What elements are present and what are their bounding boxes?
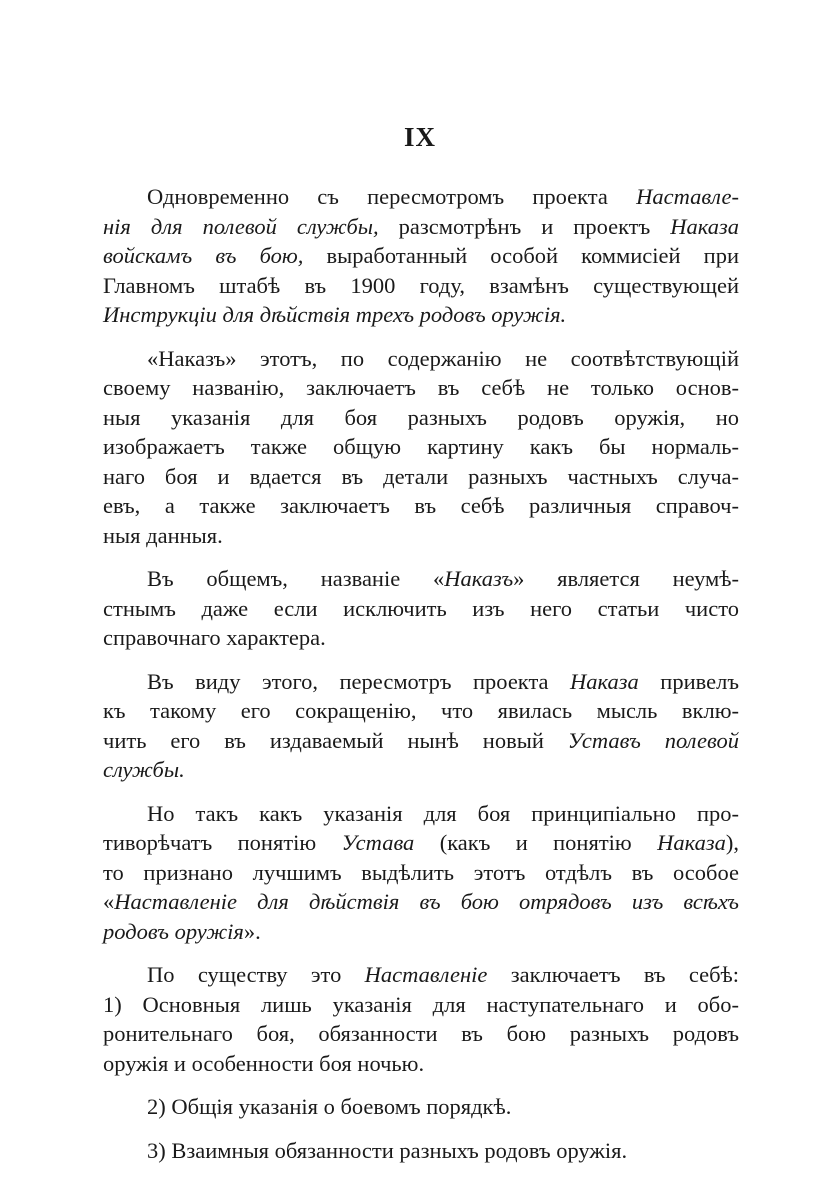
text-line <box>103 594 739 624</box>
text-span: ныя данныя. <box>103 522 223 548</box>
text-line <box>103 990 739 1020</box>
text-line <box>103 344 739 374</box>
text-line <box>103 403 739 433</box>
text-line <box>103 1019 739 1049</box>
text-span: то признано лучшимъ выдѣлить этотъ отдѣлъ въ особое <box>103 859 739 885</box>
text-line <box>103 726 739 756</box>
italic-text: Наставленіе <box>364 962 488 987</box>
text-line <box>103 491 739 521</box>
text-span: Но такъ какъ указанія для боя принципіально про- <box>147 800 739 826</box>
text-span: 1) Основныя лишь указанія для наступательнаго и обо- <box>103 991 739 1017</box>
italic-text: Наставленіе для дѣйствія въ бою отрядовъ изъ всѣхъ <box>114 889 739 914</box>
text-line <box>103 696 739 726</box>
paragraph <box>103 1136 739 1166</box>
text-span: » является неумѣ- <box>513 566 739 591</box>
text-span: привелъ <box>638 668 739 694</box>
text-span: Въ общемъ, названіе « <box>147 566 445 591</box>
paragraph <box>103 799 739 947</box>
text-span: (какъ и понятію <box>414 830 658 855</box>
text-span: ), <box>725 830 739 855</box>
text-span: наго боя и вдается въ детали разныхъ частныхъ случа- <box>103 463 739 489</box>
text-span: По существу это <box>147 962 365 987</box>
paragraph <box>103 960 739 1078</box>
text-span: своему названію, заключаетъ въ себѣ не только основ- <box>103 375 739 400</box>
text-line <box>103 887 739 917</box>
text-line <box>103 1049 739 1079</box>
text-span: Въ виду этого, пересмотръ проекта <box>147 668 571 694</box>
italic-text: нія для полевой службы, <box>103 213 379 239</box>
paragraph <box>103 182 739 330</box>
text-span: чить его въ издаваемый нынѣ новый <box>103 727 568 753</box>
text-span: «Наказъ» этотъ, по содержанію не соотвѣтствующій <box>147 345 739 371</box>
text-line <box>103 271 739 301</box>
text-span: « <box>103 889 115 914</box>
text-span: выработанный особой коммисіей при <box>303 243 739 268</box>
paragraph <box>103 667 739 785</box>
text-line <box>103 373 739 403</box>
text-span: изображаетъ также общую картину какъ бы нормаль- <box>103 434 739 459</box>
italic-text: Наказа <box>657 830 726 855</box>
text-span: тиворѣчатъ понятію <box>103 830 342 855</box>
text-line <box>103 241 739 271</box>
paragraph <box>103 564 739 653</box>
text-line <box>103 623 739 653</box>
text-line <box>103 1136 739 1166</box>
italic-text: Наставле- <box>636 184 739 209</box>
text-line <box>103 564 739 594</box>
paragraph <box>103 1092 739 1122</box>
text-line <box>103 799 739 829</box>
italic-text: Уставъ полевой <box>567 727 739 753</box>
italic-text: Инструкціи для дѣйствія трехъ родовъ оружія. <box>103 302 567 327</box>
text-line <box>103 960 739 990</box>
text-span: 3) Взаимныя обязанности разныхъ родовъ оружія. <box>147 1137 628 1163</box>
italic-text: Устава <box>341 830 415 855</box>
text-span: разсмотрѣнъ и проектъ <box>378 213 671 239</box>
text-span: ». <box>243 918 261 944</box>
text-span: оружія и особенности боя ночью. <box>103 1050 425 1076</box>
italic-text: Наказа <box>570 668 639 694</box>
text-line <box>103 300 739 330</box>
text-line <box>103 828 739 858</box>
italic-text: войскамъ въ бою, <box>103 243 304 268</box>
italic-text: Наказа <box>670 213 739 239</box>
italic-text: родовъ оружія <box>103 918 244 944</box>
text-line <box>103 521 739 551</box>
text-span: заключаетъ въ себѣ: <box>487 962 739 987</box>
text-span: ронительнаго боя, обязанности въ бою разныхъ родовъ <box>103 1021 739 1046</box>
text-span: Одновременно съ пересмотромъ проекта <box>147 184 637 209</box>
text-line <box>103 917 739 947</box>
text-line <box>103 755 739 785</box>
italic-text: Наказъ <box>444 566 514 591</box>
text-span: справочнаго характера. <box>103 625 326 650</box>
text-span: 2) Общія указанія о боевомъ порядкѣ. <box>147 1094 512 1119</box>
text-line <box>103 182 739 212</box>
text-line <box>103 432 739 462</box>
paragraph <box>103 344 739 551</box>
text-line <box>103 667 739 697</box>
text-span: къ такому его сокращенію, что явилась мысль вклю- <box>103 698 739 723</box>
text-span: евъ, а также заключаетъ въ себѣ различныя справоч- <box>103 493 739 518</box>
page-number: IX <box>403 122 436 152</box>
text-line <box>103 212 739 242</box>
text-line <box>103 858 739 888</box>
text-line <box>103 462 739 492</box>
text-span: Главномъ штабѣ въ 1900 году, взамѣнъ существующей <box>103 272 739 298</box>
page-body <box>103 182 739 1179</box>
text-span: стнымъ даже если исключить изъ него статьи чисто <box>103 595 739 621</box>
text-span: ныя указанія для боя разныхъ родовъ оружія, но <box>103 404 739 430</box>
text-line <box>103 1092 739 1122</box>
italic-text: службы. <box>103 757 185 782</box>
